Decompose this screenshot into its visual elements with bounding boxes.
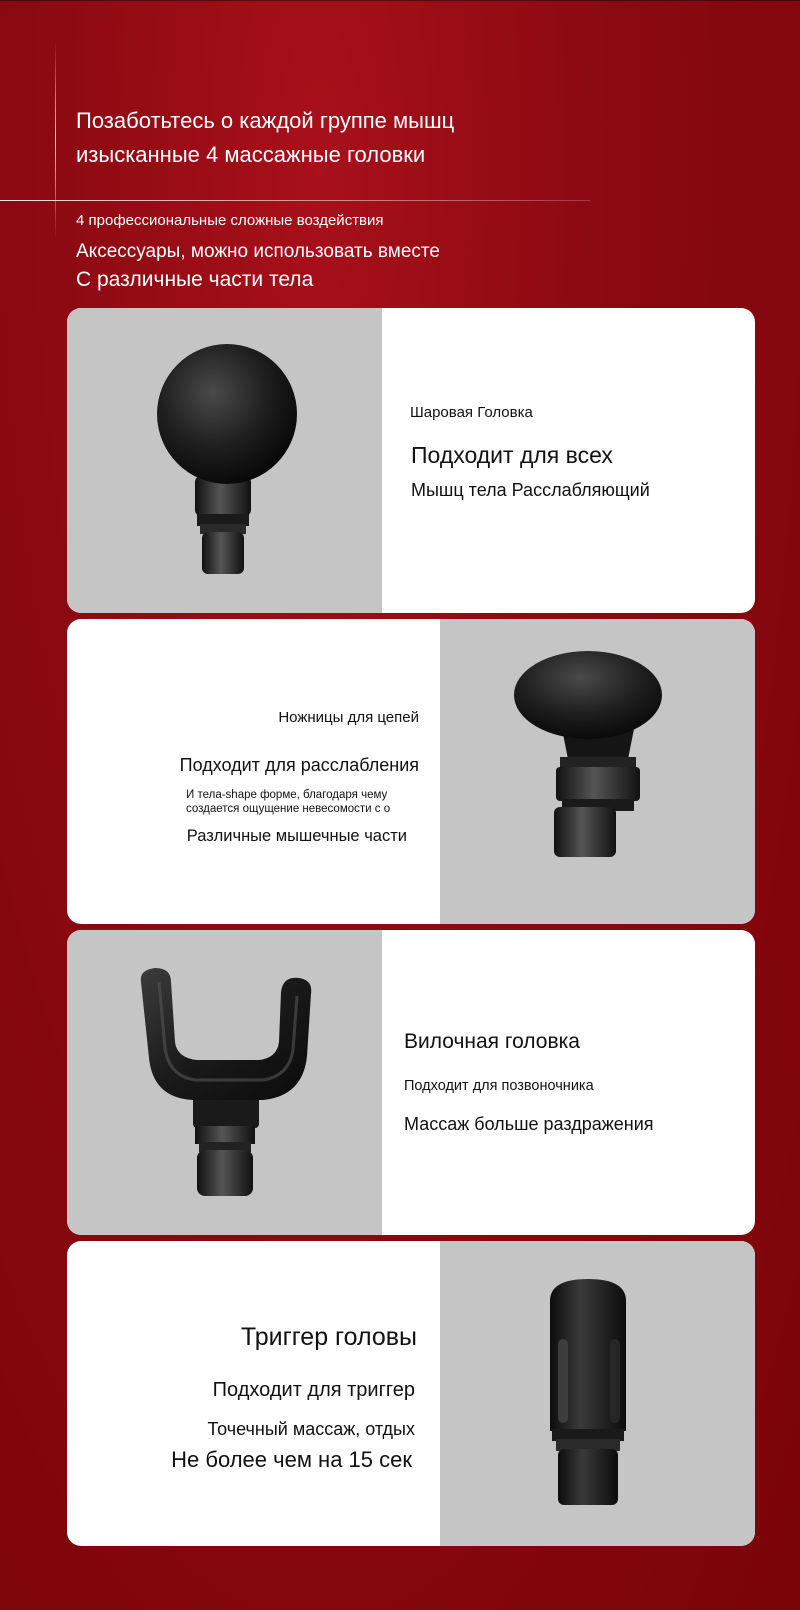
ball-head-icon: [67, 308, 382, 613]
card-small-1: И тела-shape форме, благодаря чему: [186, 789, 388, 801]
bullet-head-image-panel: [440, 1241, 755, 1546]
ball-head-image-panel: [67, 308, 382, 613]
hero-section: [0, 0, 800, 300]
bullet-head-icon: [440, 1241, 755, 1546]
hero-title: [76, 104, 454, 172]
card-line-3: Не более чем на 15 сек: [171, 1447, 412, 1472]
card-line-1: Подходит для всех: [411, 442, 613, 468]
hero-title-line2: изысканные 4 массажные головки: [76, 142, 426, 167]
horizontal-accent-line: [0, 200, 590, 201]
card-line-2: Точечный массаж, отдых: [207, 1419, 415, 1439]
card-line-1: Подходит для расслабления: [179, 755, 419, 775]
card-title: Триггер головы: [240, 1323, 417, 1351]
card-small-2: создается ощущение невесомости с о: [186, 803, 391, 815]
flat-head-icon: [440, 619, 755, 924]
hero-subtitle-2: Аксессуары, можно использовать вместе: [76, 241, 440, 262]
fork-head-image-panel: [67, 930, 382, 1235]
card-line-2: Массаж больше раздражения: [404, 1114, 654, 1134]
vertical-accent-line: [55, 40, 56, 240]
hero-subtitle-3: С различные части тела: [76, 268, 314, 291]
card-line-1: Подходит для позвоночника: [404, 1078, 594, 1094]
flat-head-image-panel: [440, 619, 755, 924]
card-bullet-head: [67, 1241, 755, 1546]
card-title: Ножницы для цепей: [278, 709, 419, 726]
hero-title-line1: Позаботьтесь о каждой группе мышц: [76, 108, 455, 133]
card-line-2: Различные мышечные части: [186, 827, 407, 845]
fork-head-icon: [67, 930, 382, 1235]
card-flat-head: [67, 619, 755, 924]
card-line-1: Подходит для триггер: [212, 1379, 415, 1401]
top-divider: [0, 0, 800, 1]
hero-subtitle-1: 4 профессиональные сложные воздействия: [76, 212, 384, 229]
card-line-2: Мышц тела Расслабляющий: [411, 480, 650, 500]
card-ball-head: [67, 308, 755, 613]
card-title: Вилочная головка: [404, 1030, 580, 1053]
card-fork-head: [67, 930, 755, 1235]
card-title: Шаровая Головка: [410, 404, 533, 421]
